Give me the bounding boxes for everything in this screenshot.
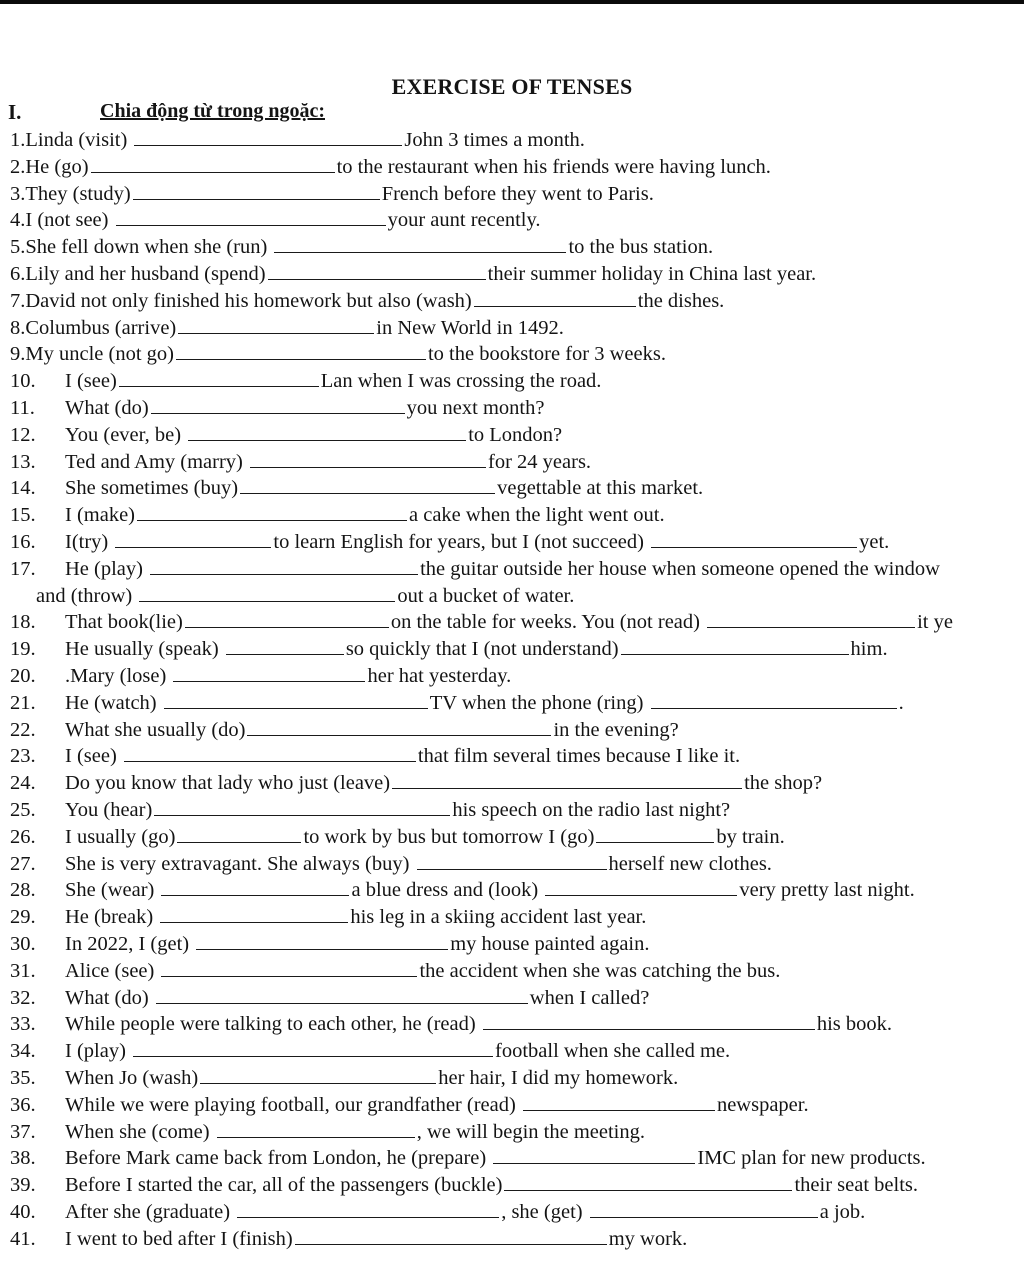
item-text: Linda (visit) [25, 129, 133, 151]
answer-blank[interactable] [217, 1119, 415, 1138]
answer-blank[interactable] [590, 1199, 818, 1218]
item-text: You (ever, be) [65, 423, 187, 446]
answer-blank[interactable] [493, 1145, 695, 1164]
item-text: When Jo (wash) [65, 1067, 199, 1089]
item-number: 19. [10, 638, 36, 661]
item-text: He (watch) [65, 691, 162, 714]
answer-blank[interactable] [176, 341, 426, 360]
answer-blank[interactable] [268, 261, 486, 280]
item-text: vegettable at this market. [497, 477, 704, 500]
exercise-item [10, 395, 544, 421]
item-number: 20. [10, 665, 36, 687]
item-text: He usually (speak) [65, 638, 224, 661]
item-text: to London? [468, 423, 563, 446]
item-number: 5. [10, 236, 26, 259]
item-number: 6. [10, 263, 26, 285]
item-number: 22. [10, 718, 36, 741]
exercise-item [10, 877, 915, 903]
exercise-item [10, 985, 649, 1011]
item-text: I(try) [65, 531, 114, 553]
answer-blank[interactable] [177, 824, 301, 843]
exercise-item [10, 234, 713, 260]
item-text: IMC plan for new products. [697, 1147, 926, 1170]
item-text: John 3 times a month. [404, 129, 585, 151]
exercise-item [10, 770, 822, 796]
exercise-item [10, 663, 511, 689]
item-text: .Mary (lose) [65, 665, 172, 687]
item-number: 39. [10, 1174, 36, 1197]
exercise-item [10, 288, 724, 314]
item-text: his book. [816, 1013, 893, 1036]
item-number: 34. [10, 1040, 36, 1063]
item-number: 11. [10, 397, 35, 419]
answer-blank[interactable] [596, 824, 714, 843]
item-text: a blue dress and (look) [351, 879, 544, 902]
answer-blank[interactable] [523, 1092, 715, 1111]
exercise-item [10, 529, 889, 555]
item-number: 7. [10, 289, 26, 312]
item-text: his leg in a skiing accident last year. [350, 906, 647, 929]
item-text: to the bookstore for 3 weeks. [427, 343, 666, 366]
item-number: 16. [10, 531, 36, 553]
item-text: , we will begin the meeting. [416, 1120, 645, 1143]
item-text: What (do) [65, 986, 154, 1009]
exercise-item [10, 207, 541, 233]
answer-blank[interactable] [651, 690, 897, 709]
item-text: a job. [819, 1201, 866, 1223]
item-text: football when she called me. [495, 1040, 731, 1063]
item-text: my house painted again. [450, 933, 650, 955]
item-text: her hair, I did my homework. [438, 1067, 679, 1089]
exercise-item [10, 797, 730, 823]
item-number: 35. [10, 1067, 36, 1089]
item-text: newspaper. [716, 1093, 809, 1116]
answer-blank[interactable] [200, 1065, 436, 1084]
item-text: on the table for weeks. You (not read) [390, 611, 706, 634]
page-title: EXERCISE OF TENSES [391, 74, 633, 99]
item-text: herself new clothes. [608, 852, 772, 875]
item-number: 33. [10, 1013, 36, 1036]
item-number: 14. [10, 477, 36, 500]
item-text: What she usually (do) [65, 718, 246, 741]
answer-blank[interactable] [621, 636, 849, 655]
item-number: 2. [10, 155, 26, 178]
item-text: She is very extravagant. She always (buy) [65, 852, 415, 875]
exercise-item [10, 154, 771, 180]
answer-blank[interactable] [134, 127, 402, 146]
item-text: Before I started the car, all of the passengers (buckle) [65, 1174, 503, 1197]
item-text: their seat belts. [794, 1174, 918, 1197]
item-text: While we were playing football, our grandfather (read) [65, 1093, 521, 1116]
exercise-item [10, 341, 666, 367]
item-number: 8. [10, 316, 26, 339]
section-title: Chia động từ trong ngoặc: [100, 100, 325, 122]
item-text: What (do) [65, 397, 149, 419]
answer-blank[interactable] [119, 368, 319, 387]
item-text: David not only finished his homework but also (wash) [25, 289, 472, 312]
item-text: They (study) [25, 182, 131, 205]
item-text: I (see) [65, 370, 117, 393]
item-number: 13. [10, 450, 36, 473]
item-text: He (go) [25, 155, 89, 178]
item-number: 36. [10, 1093, 36, 1116]
answer-blank[interactable] [139, 583, 395, 602]
item-text: him. [850, 638, 888, 661]
item-number: 9. [10, 343, 26, 366]
item-text: to work by bus but tomorrow I (go) [303, 825, 595, 848]
exercise-item [36, 583, 574, 609]
answer-blank[interactable] [196, 931, 448, 950]
answer-blank[interactable] [295, 1226, 607, 1245]
item-text: She fell down when she (run) [25, 236, 273, 259]
item-text: Ted and Amy (marry) [65, 450, 249, 473]
item-text: you next month? [406, 397, 545, 419]
item-number: 18. [10, 611, 36, 634]
answer-blank[interactable] [247, 717, 551, 736]
answer-blank[interactable] [173, 663, 365, 682]
item-number: 21. [10, 691, 36, 714]
item-number: 1. [10, 129, 26, 151]
item-number: 38. [10, 1147, 36, 1170]
answer-blank[interactable] [116, 207, 386, 226]
item-text: the accident when she was catching the bus. [419, 959, 781, 982]
item-text: for 24 years. [488, 450, 592, 473]
answer-blank[interactable] [504, 1172, 792, 1191]
item-text: to the bus station. [568, 236, 714, 259]
item-text: He (play) [65, 557, 149, 580]
item-number: 23. [10, 745, 36, 768]
item-text: Lan when I was crossing the road. [320, 370, 602, 393]
answer-blank[interactable] [161, 958, 417, 977]
item-text: I usually (go) [65, 825, 176, 848]
answer-blank[interactable] [156, 985, 528, 1004]
item-number: 4. [10, 209, 26, 232]
exercise-item [10, 1199, 865, 1225]
answer-blank[interactable] [240, 475, 495, 494]
section-number: I. [8, 100, 22, 124]
item-text: yet. [859, 531, 890, 553]
exercise-item [10, 1065, 678, 1091]
answer-blank[interactable] [237, 1199, 499, 1218]
exercise-item [10, 824, 785, 850]
answer-blank[interactable] [483, 1011, 815, 1030]
answer-blank[interactable] [150, 556, 418, 575]
exercise-item [10, 1038, 730, 1064]
answer-blank[interactable] [651, 529, 857, 548]
item-text: In 2022, I (get) [65, 933, 195, 955]
item-text: You (hear) [65, 799, 153, 821]
item-number: 41. [10, 1227, 36, 1250]
item-text: the guitar outside her house when someone opened the window [420, 557, 940, 580]
answer-blank[interactable] [274, 234, 566, 253]
item-text: so quickly that I (not understand) [345, 638, 619, 661]
item-text: Columbus (arrive) [25, 316, 177, 339]
answer-blank[interactable] [178, 315, 374, 334]
item-text: very pretty last night. [739, 879, 915, 902]
item-text: the dishes. [637, 289, 725, 312]
exercise-item [10, 636, 888, 662]
answer-blank[interactable] [707, 609, 915, 628]
answer-blank[interactable] [151, 395, 405, 414]
item-text: your aunt recently. [387, 209, 541, 232]
item-number: 28. [10, 879, 36, 902]
item-text: She sometimes (buy) [65, 477, 239, 500]
item-text: to learn English for years, but I (not succeed) [273, 531, 650, 553]
answer-blank[interactable] [133, 1038, 493, 1057]
item-text: French before they went to Paris. [381, 182, 654, 205]
exercise-item [10, 1145, 926, 1171]
answer-blank[interactable] [137, 502, 407, 521]
item-text: I went to bed after I (finish) [65, 1227, 293, 1250]
answer-blank[interactable] [91, 154, 335, 173]
item-text: That book(lie) [65, 611, 183, 634]
item-number: 27. [10, 852, 36, 875]
exercise-item [10, 958, 780, 984]
item-text: She (wear) [65, 879, 160, 902]
item-number: 25. [10, 799, 36, 821]
item-text: Do you know that lady who just (leave) [65, 772, 391, 795]
item-text: TV when the phone (ring) [429, 691, 649, 714]
answer-blank[interactable] [545, 877, 737, 896]
answer-blank[interactable] [124, 743, 416, 762]
item-text: Alice (see) [65, 959, 160, 982]
item-text: I (play) [65, 1040, 132, 1063]
exercise-item [10, 261, 816, 287]
exercise-item [10, 1119, 645, 1145]
answer-blank[interactable] [417, 851, 607, 870]
item-text: My uncle (not go) [25, 343, 174, 366]
item-text: He (break) [65, 906, 159, 929]
answer-blank[interactable] [164, 690, 428, 709]
item-text: their summer holiday in China last year. [487, 263, 817, 285]
exercise-item [10, 502, 665, 528]
item-text: a cake when the light went out. [409, 504, 665, 527]
exercise-item [10, 422, 562, 448]
answer-blank[interactable] [160, 904, 348, 923]
item-text: After she (graduate) [65, 1201, 236, 1223]
exercise-item [10, 181, 654, 207]
exercise-item [10, 315, 564, 341]
item-text: by train. [716, 825, 785, 848]
item-text: the shop? [744, 772, 823, 795]
item-number: 40. [10, 1201, 36, 1223]
item-text: my work. [608, 1227, 688, 1250]
item-number: 15. [10, 504, 36, 527]
item-text: that film several times because I like it. [417, 745, 741, 768]
item-text: Lily and her husband (spend) [25, 263, 266, 285]
item-number: 32. [10, 986, 36, 1009]
answer-blank[interactable] [226, 636, 344, 655]
exercise-item [10, 1226, 687, 1252]
item-text: his speech on the radio last night? [452, 799, 731, 821]
exercise-item [10, 690, 904, 716]
exercise-item [10, 743, 740, 769]
top-border [0, 0, 1024, 4]
item-text: . [898, 691, 904, 714]
exercise-item [10, 127, 585, 153]
answer-blank[interactable] [392, 770, 742, 789]
exercise-item [10, 851, 772, 877]
exercise-item [10, 1011, 892, 1037]
answer-blank[interactable] [154, 797, 450, 816]
item-number: 24. [10, 772, 36, 795]
item-text: , she (get) [501, 1201, 588, 1223]
item-text: While people were talking to each other, he (read) [65, 1013, 481, 1036]
answer-blank[interactable] [250, 449, 486, 468]
exercise-item [10, 1172, 918, 1198]
item-text: When she (come) [65, 1120, 215, 1143]
exercise-item [10, 368, 601, 394]
exercise-item [10, 556, 940, 582]
item-text: when I called? [529, 986, 650, 1009]
item-number: 3. [10, 182, 26, 205]
item-text: Before Mark came back from London, he (prepare) [65, 1147, 492, 1170]
answer-blank[interactable] [161, 877, 349, 896]
item-number: 31. [10, 959, 36, 982]
exercise-item [10, 449, 591, 475]
answer-blank[interactable] [474, 288, 636, 307]
exercise-item [10, 609, 953, 635]
item-text: I (make) [65, 504, 135, 527]
answer-blank[interactable] [133, 181, 380, 200]
item-text: and (throw) [36, 584, 138, 607]
item-text: in the evening? [553, 718, 679, 741]
item-text: I (see) [65, 745, 122, 768]
exercise-item [10, 904, 646, 930]
item-text: in New World in 1492. [376, 316, 564, 339]
item-number: 37. [10, 1120, 36, 1143]
item-number: 29. [10, 906, 36, 929]
exercise-item [10, 1092, 809, 1118]
item-text: it ye [917, 611, 953, 634]
exercise-item [10, 475, 703, 501]
answer-blank[interactable] [115, 529, 271, 548]
item-number: 30. [10, 933, 36, 955]
item-text: I (not see) [25, 209, 114, 232]
item-text: out a bucket of water. [397, 584, 575, 607]
item-number: 10. [10, 370, 36, 393]
item-text: her hat yesterday. [367, 665, 512, 687]
exercise-item [10, 931, 650, 957]
item-number: 12. [10, 423, 36, 446]
answer-blank[interactable] [188, 422, 466, 441]
item-text: to the restaurant when his friends were having lunch. [336, 155, 771, 178]
answer-blank[interactable] [185, 609, 389, 628]
item-number: 17. [10, 557, 36, 580]
item-number: 26. [10, 825, 36, 848]
exercise-item [10, 717, 679, 743]
